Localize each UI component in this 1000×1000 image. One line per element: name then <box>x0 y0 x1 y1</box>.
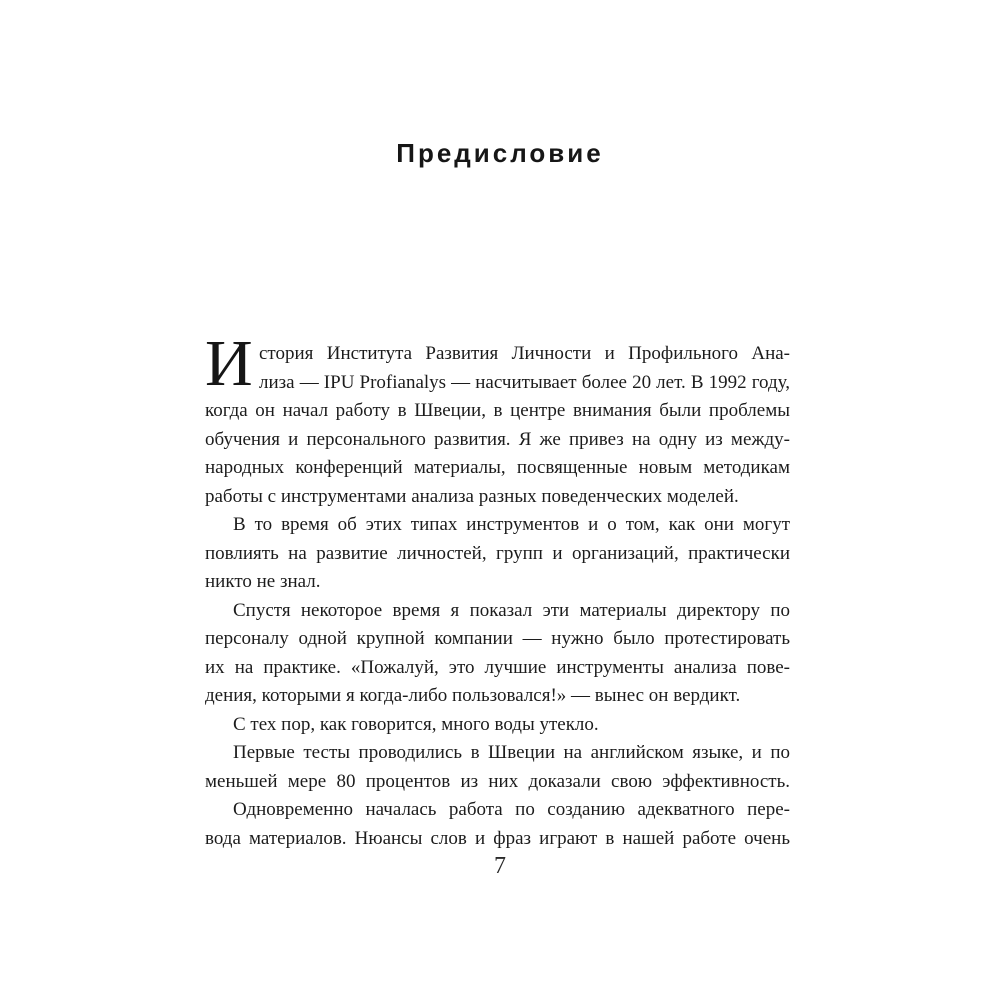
text-line: Спустя некоторое время я показал эти материалы директору по <box>233 599 790 621</box>
text-line: меньшей мере 80 процентов из них доказали свою эффективность. <box>205 770 790 792</box>
text-line: обучения и персонального развития. Я же привез на одну из между- <box>205 428 790 450</box>
paragraph-6 <box>205 796 790 853</box>
text-line: народных конференций материалы, посвященные новым методикам <box>205 457 790 478</box>
text-line: В то время об этих типах инструментов и о том, как они могут <box>233 514 790 535</box>
text-line: Первые тесты проводились в Швеции на английском языке, и по <box>233 742 790 763</box>
text-line: когда он начал работу в Швеции, в центре внимания были проблемы <box>205 400 790 421</box>
paragraph-4 <box>205 711 790 740</box>
text-line: вода материалов. Нюансы слов и фраз играют в нашей работе очень <box>205 827 790 849</box>
page-title: Предисловие <box>396 138 604 169</box>
text-line: лиза — IPU Profianalys — насчитывает более 20 лет. В 1992 году, <box>259 371 790 393</box>
text-line: дения, которыми я когда-либо пользовался!» — вынес он вердикт. <box>205 685 741 706</box>
paragraph-3 <box>205 597 790 711</box>
text-line: работы с инструментами анализа разных поведенческих моделей. <box>205 485 739 507</box>
body-text <box>205 327 790 853</box>
text-line: стория Института Развития Личности и Профильного Ана- <box>259 343 790 364</box>
text-line: никто не знал. <box>205 571 321 592</box>
paragraph-1 <box>205 327 790 511</box>
text-line: повлиять на развитие личностей, групп и организаций, практически <box>205 542 790 564</box>
page-number: 7 <box>494 853 506 879</box>
paragraph-2 <box>205 511 790 597</box>
drop-cap: И <box>205 327 253 400</box>
text-line: Одновременно началась работа по созданию адекватного пере- <box>233 799 790 820</box>
paragraph-5 <box>205 739 790 796</box>
text-line: С тех пор, как говорится, много воды утекло. <box>233 713 599 735</box>
text-line: их на практике. «Пожалуй, это лучшие инструменты анализа пове- <box>205 656 790 678</box>
text-line: персоналу одной крупной компании — нужно было протестировать <box>205 628 790 649</box>
